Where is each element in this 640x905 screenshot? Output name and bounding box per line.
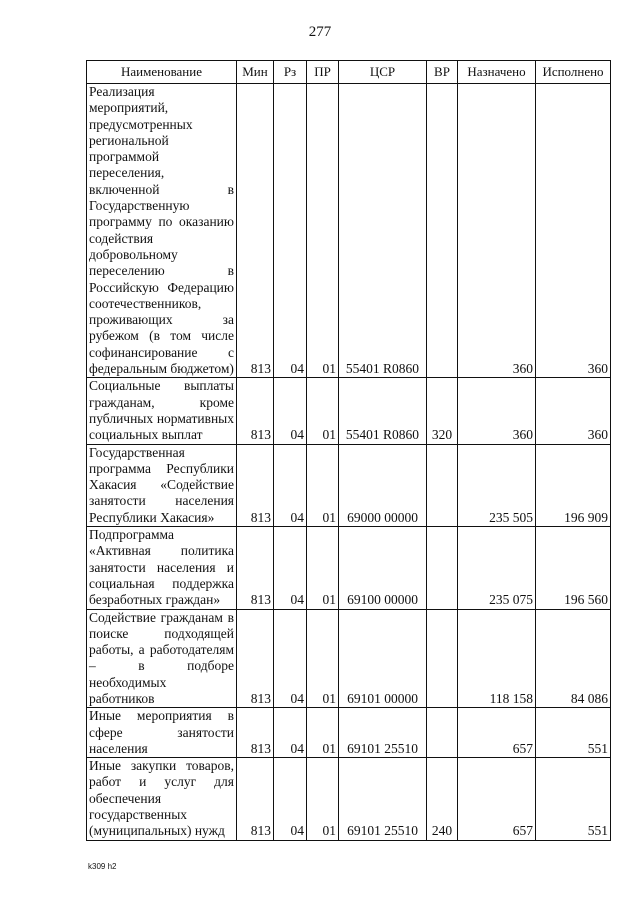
row-name: Содействие гражданам в поиске подходящей работы, а работодателям – в подборе необходимых работников [87, 609, 237, 708]
row-assigned: 118 158 [458, 609, 536, 708]
row-assigned: 360 [458, 84, 536, 378]
row-csr: 69101 25510 [339, 708, 427, 758]
row-csr: 69101 25510 [339, 758, 427, 840]
row-rz: 04 [274, 758, 307, 840]
row-csr: 69101 00000 [339, 609, 427, 708]
row-rz: 04 [274, 527, 307, 609]
row-rz: 04 [274, 84, 307, 378]
row-vr: 320 [427, 378, 458, 444]
row-pr: 01 [307, 609, 339, 708]
row-executed: 551 [536, 758, 611, 840]
row-min: 813 [237, 84, 274, 378]
table-row [87, 444, 611, 526]
table-row [87, 708, 611, 758]
row-min: 813 [237, 609, 274, 708]
row-vr: 240 [427, 758, 458, 840]
footer-code: k309 h2 [88, 862, 117, 871]
row-min: 813 [237, 758, 274, 840]
row-pr: 01 [307, 708, 339, 758]
row-executed: 84 086 [536, 609, 611, 708]
row-min: 813 [237, 378, 274, 444]
row-pr: 01 [307, 758, 339, 840]
row-min: 813 [237, 527, 274, 609]
row-assigned: 235 505 [458, 444, 536, 526]
budget-table [86, 60, 611, 841]
row-name: Иные мероприятия в сфере занятости населения [87, 708, 237, 758]
row-rz: 04 [274, 708, 307, 758]
row-min: 813 [237, 444, 274, 526]
table-row [87, 758, 611, 840]
header-vr: ВР [427, 61, 458, 84]
row-pr: 01 [307, 527, 339, 609]
row-executed: 551 [536, 708, 611, 758]
row-assigned: 657 [458, 758, 536, 840]
row-csr: 69100 00000 [339, 527, 427, 609]
page-number: 277 [308, 24, 332, 40]
row-executed: 360 [536, 84, 611, 378]
row-min: 813 [237, 708, 274, 758]
row-name: Социальные выплаты гражданам, кроме публичных нормативных социальных выплат [87, 378, 237, 444]
table-row [87, 84, 611, 378]
row-rz: 04 [274, 444, 307, 526]
header-rz: Рз [274, 61, 307, 84]
row-name: Иные закупки товаров, работ и услуг для обеспечения государственных (муниципальных) нужд [87, 758, 237, 840]
row-assigned: 235 075 [458, 527, 536, 609]
row-assigned: 657 [458, 708, 536, 758]
row-executed: 360 [536, 378, 611, 444]
row-vr [427, 609, 458, 708]
table-row [87, 609, 611, 708]
row-executed: 196 560 [536, 527, 611, 609]
header-assigned: Назначено [458, 61, 536, 84]
row-name: Реализация мероприятий, предусмотренных региональной программой переселения, включенной в Государственную программу по оказанию содействия добровольному переселению в Российскую Федерацию соотечественников, проживающих за рубежом (в том числе софинансирование с федеральным бюджетом) [87, 84, 237, 378]
header-name: Наименование [87, 61, 237, 84]
row-vr [427, 527, 458, 609]
row-pr: 01 [307, 444, 339, 526]
row-vr [427, 708, 458, 758]
row-name: Подпрограмма «Активная политика занятости населения и социальная поддержка безработных граждан» [87, 527, 237, 609]
header-pr: ПР [307, 61, 339, 84]
row-rz: 04 [274, 378, 307, 444]
row-csr: 69000 00000 [339, 444, 427, 526]
table-row [87, 378, 611, 444]
row-name: Государственная программа Республики Хакасия «Содействие занятости населения Республики Хакасия» [87, 444, 237, 526]
row-executed: 196 909 [536, 444, 611, 526]
row-vr [427, 84, 458, 378]
header-executed: Исполнено [536, 61, 611, 84]
row-csr: 55401 R0860 [339, 378, 427, 444]
header-csr: ЦСР [339, 61, 427, 84]
row-pr: 01 [307, 378, 339, 444]
row-rz: 04 [274, 609, 307, 708]
row-pr: 01 [307, 84, 339, 378]
table-header-row [87, 61, 611, 84]
row-vr [427, 444, 458, 526]
row-assigned: 360 [458, 378, 536, 444]
table-row [87, 527, 611, 609]
row-csr: 55401 R0860 [339, 84, 427, 378]
header-min: Мин [237, 61, 274, 84]
